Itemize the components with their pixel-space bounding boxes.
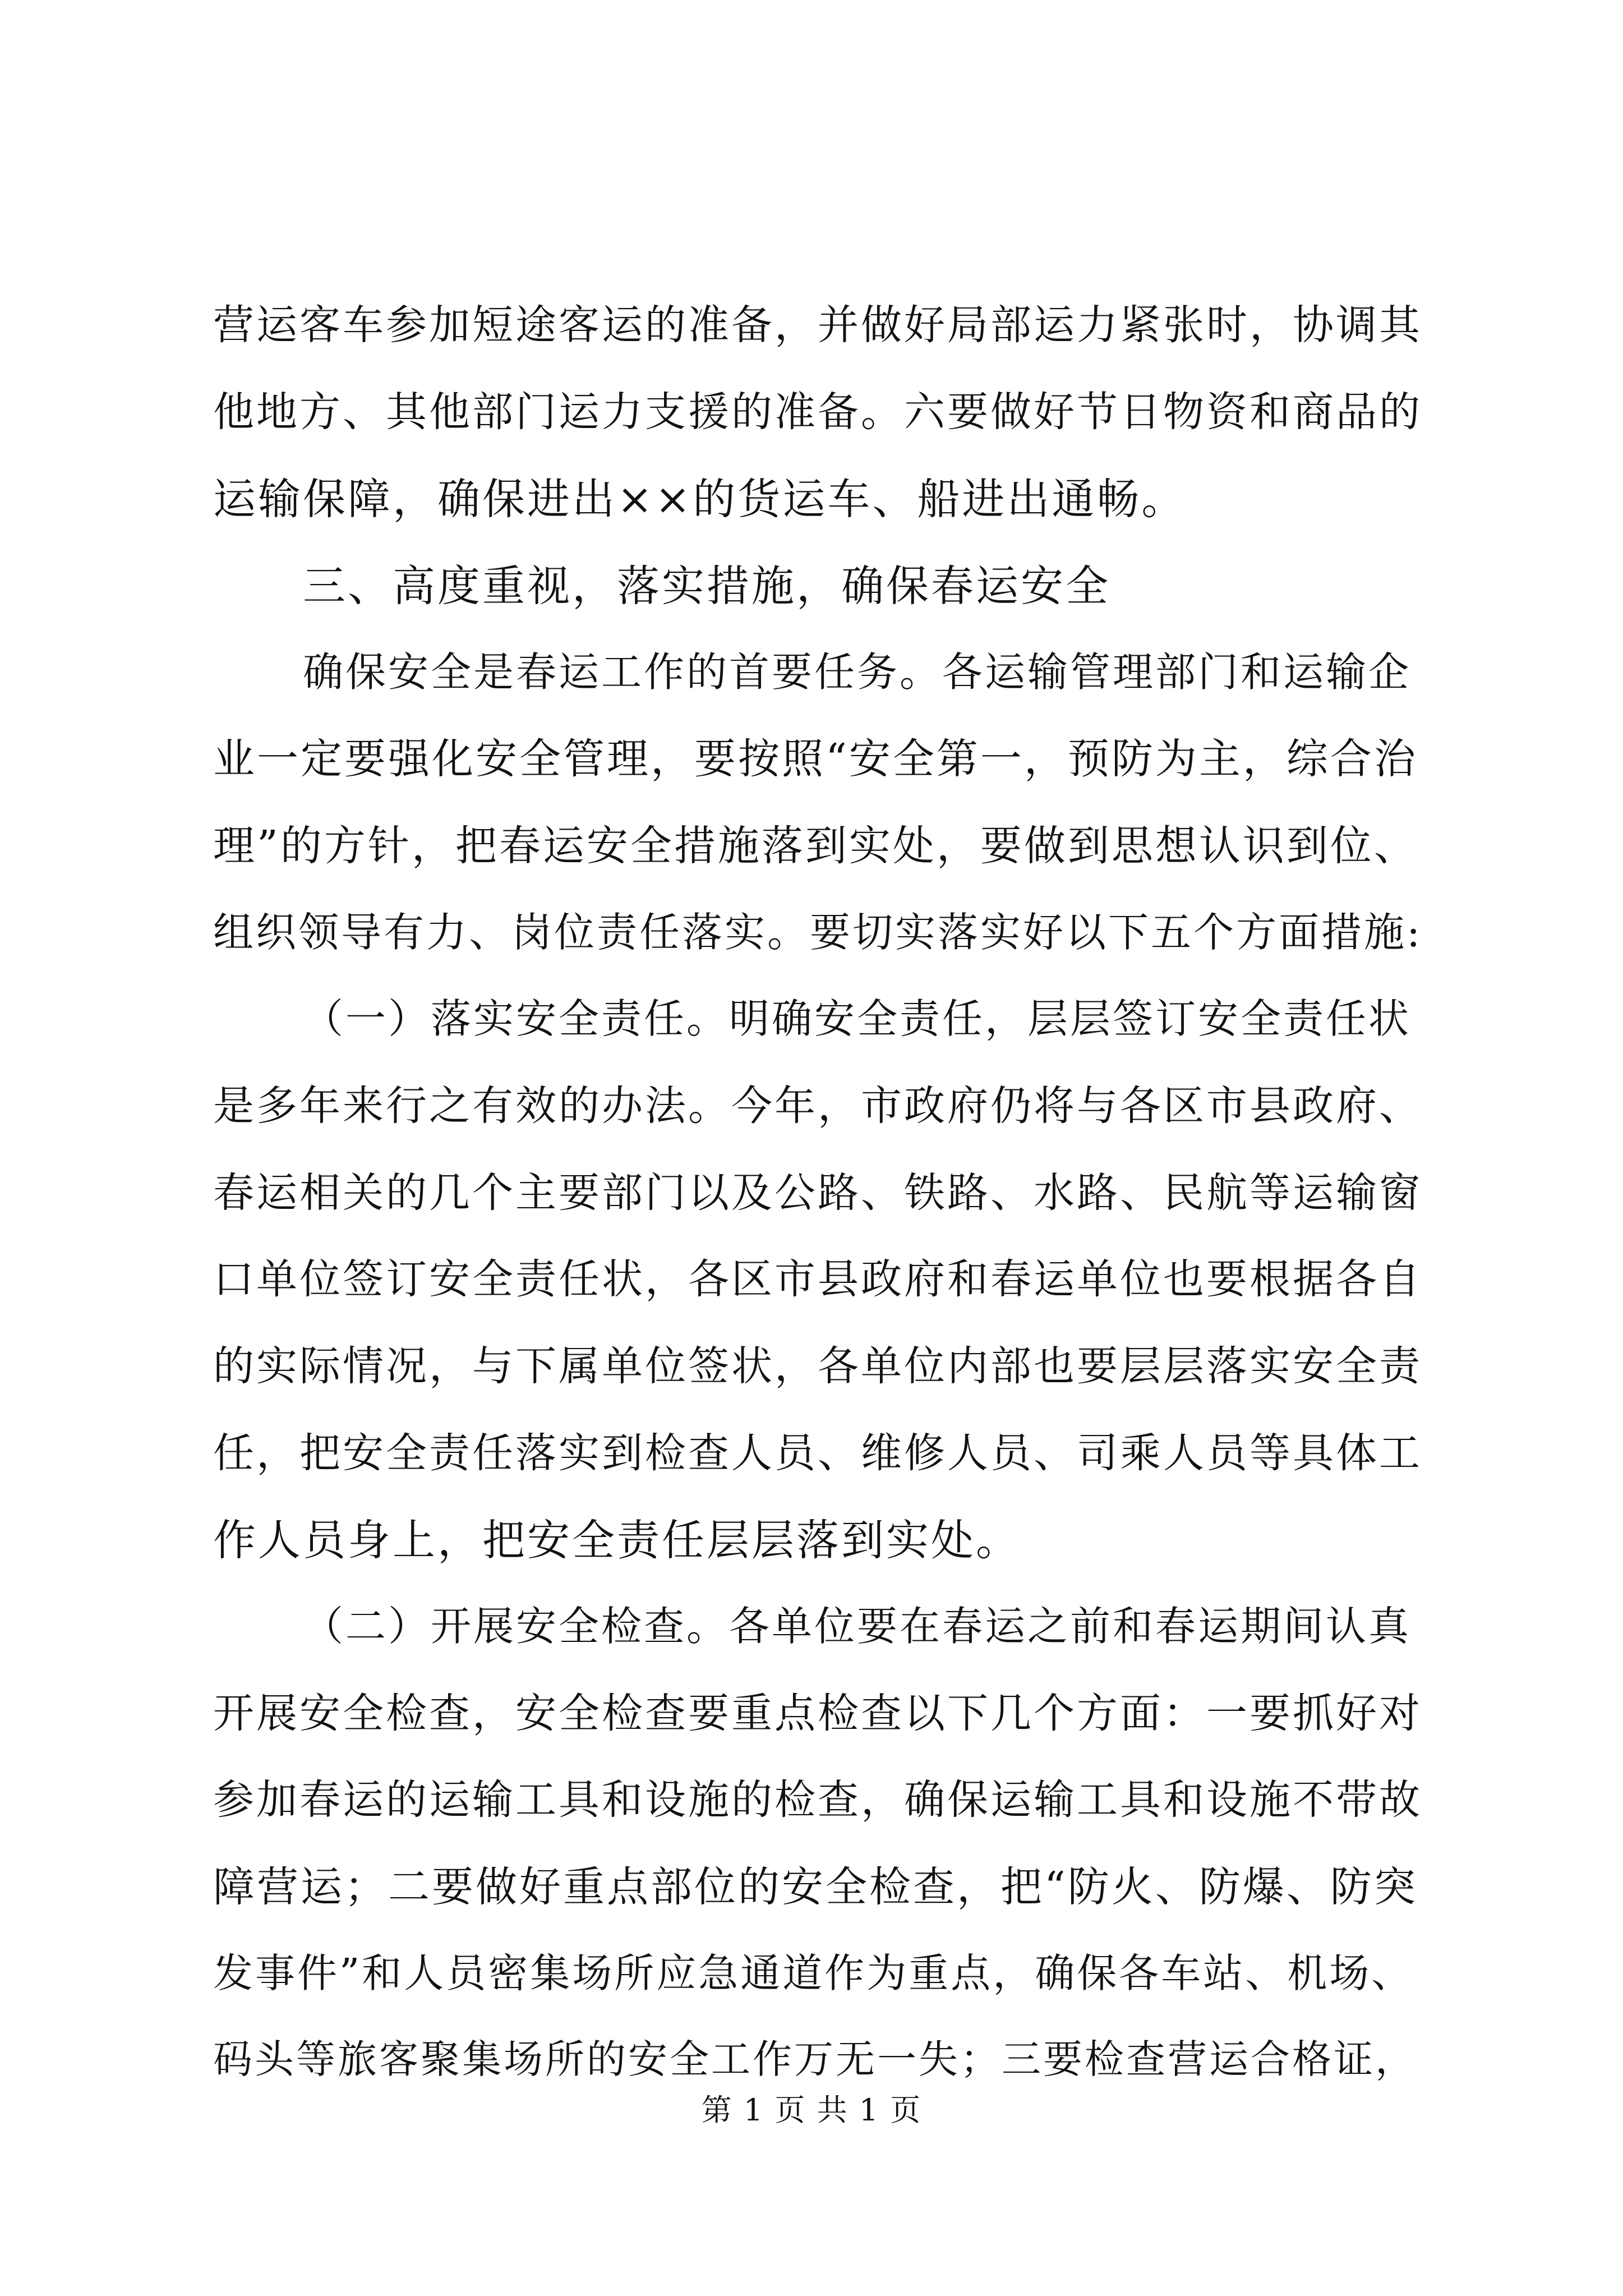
body-line: 开展安全检查，安全检查要重点检查以下几个方面：一要抓好对 bbox=[213, 1690, 1422, 1737]
body-line: （一）落实安全责任。明确安全责任，层层签订安全责任状 bbox=[303, 995, 1412, 1042]
body-line: 他地方、其他部门运力支援的准备。六要做好节日物资和商品的 bbox=[213, 388, 1422, 436]
body-line: 理”的方针，把春运安全措施落到实处，要做到思想认识到位、 bbox=[213, 822, 1418, 870]
body-line: 运输保障，确保进出××的货运车、船进出通畅。 bbox=[213, 474, 1187, 524]
body-line: 是多年来行之有效的办法。今年，市政府仍将与各区市县政府、 bbox=[213, 1082, 1422, 1130]
body-line: 业一定要强化安全管理，要按照“安全第一，预防为主，综合治 bbox=[213, 735, 1418, 783]
body-line: 确保安全是春运工作的首要任务。各运输管理部门和运输企 bbox=[303, 648, 1412, 696]
body-line: 口单位签订安全责任状，各区市县政府和春运单位也要根据各自 bbox=[213, 1255, 1422, 1303]
body-line: 码头等旅客聚集场所的安全工作万无一失；三要检查营运合格证， bbox=[213, 2036, 1417, 2082]
page-number-footer: 第 1 页 共 1 页 bbox=[701, 2092, 922, 2128]
body-line: 组织领导有力、岗位责任落实。要切实落实好以下五个方面措施: bbox=[213, 909, 1423, 956]
body-line: 任，把安全责任落实到检查人员、维修人员、司乘人员等具体工 bbox=[213, 1429, 1422, 1477]
body-line: 春运相关的几个主要部门以及公路、铁路、水路、民航等运输窗 bbox=[213, 1169, 1422, 1217]
body-line: 营运客车参加短途客运的准备，并做好局部运力紧张时，协调其 bbox=[213, 301, 1422, 349]
body-line: 障营运；二要做好重点部位的安全检查，把“防火、防爆、防突 bbox=[213, 1863, 1418, 1911]
body-line: 的实际情况，与下属单位签状，各单位内部也要层层落实安全责 bbox=[213, 1342, 1422, 1390]
body-line: 作人员身上，把安全责任层层落到实处。 bbox=[213, 1515, 1021, 1565]
body-line: （二）开展安全检查。各单位要在春运之前和春运期间认真 bbox=[303, 1603, 1412, 1650]
body-line: 参加春运的运输工具和设施的检查，确保运输工具和设施不带故 bbox=[213, 1776, 1422, 1824]
section-heading: 三、高度重视，落实措施，确保春运安全 bbox=[303, 561, 1110, 611]
body-line: 发事件”和人员密集场所应急通道作为重点，确保各车站、机场、 bbox=[213, 1950, 1414, 1996]
